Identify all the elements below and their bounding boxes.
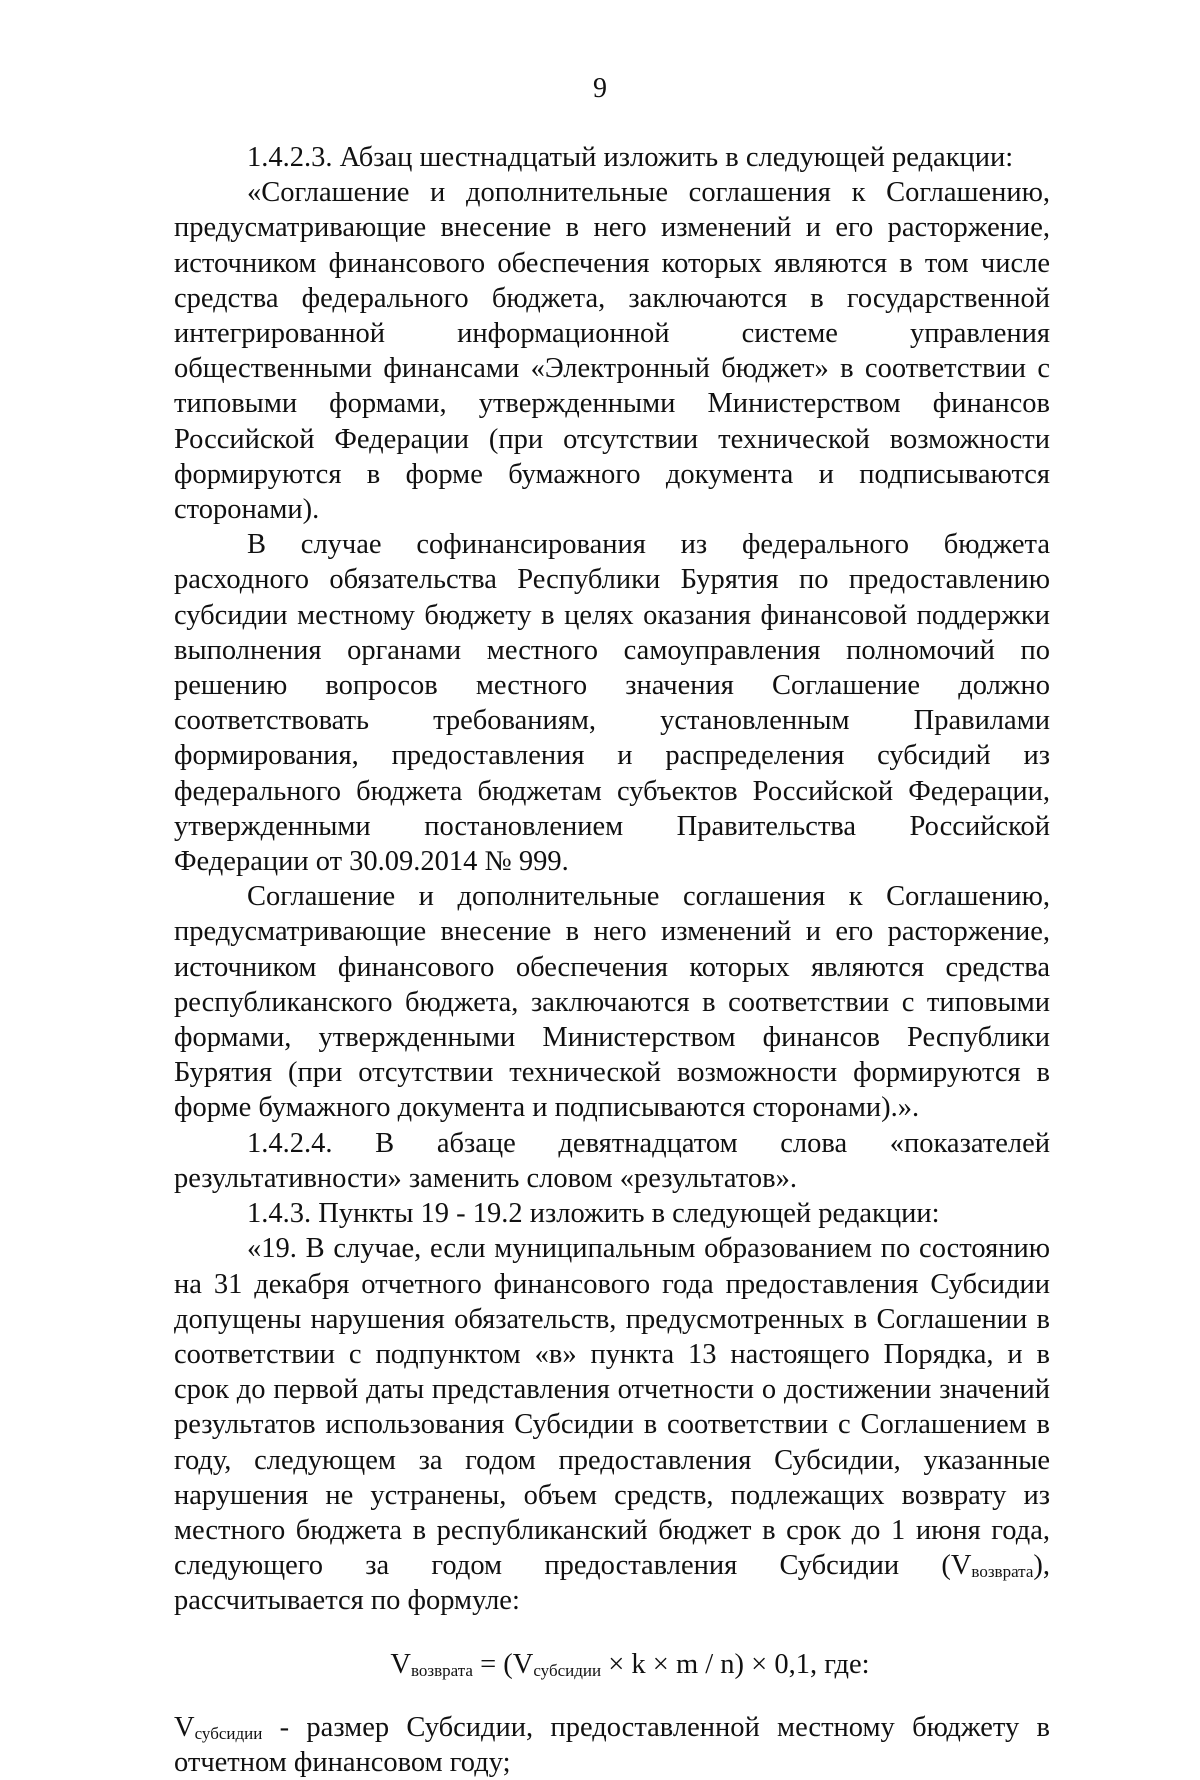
formula-sub-return: возврата: [410, 1660, 473, 1680]
definition-v: V: [174, 1711, 195, 1743]
formula-rest: × k × m / n) × 0,1, где:: [601, 1648, 870, 1680]
paragraph-cofinancing: В случае софинансирования из федерального бюджета расходного обязательства Республики Бурятия по предоставлению субсидии местному бюджету в целях оказания финансовой поддержки выполнения органами местного самоуправления полномочий по решению вопросов местного значения Соглашение должно соответствовать требованиям, установленным Правилами формирования, предоставления и распределения субсидий из федерального бюджета бюджетам субъектов Российской Федерации, утвержденными постановлением Правительства Российской Федерации от 30.09.2014 № 999.: [174, 529, 1050, 878]
formula-v-return: V: [390, 1648, 411, 1680]
definition-sub: субсидии: [194, 1723, 263, 1743]
point-19-subscript: возврата: [971, 1562, 1034, 1582]
paragraph-1-4-2-4: 1.4.2.4. В абзаце девятнадцатом слова «показателей результативности» заменить словом «результатов».: [174, 1127, 1050, 1194]
paragraph-point-19: [174, 1231, 1050, 1618]
definition-text: - размер Субсидии, предоставленной местному бюджету в отчетном финансовом году;: [174, 1711, 1050, 1778]
paragraph-agreement-federal: «Соглашение и дополнительные соглашения к Соглашению, предусматривающие внесение в него изменений и его расторжение, источником финансового обеспечения которых являются в том числе средства федерального бюджета, заключаются в государственной интегрированной информационной системе управления общественными финансами «Электронный бюджет» в соответствии с типовыми формами, утвержденными Министерством финансов Российской Федерации (при отсутствии технической возможности формируются в форме бумажного документа и подписываются сторонами).: [174, 177, 1050, 526]
formula-sub-subsidy: субсидии: [533, 1660, 602, 1680]
paragraph-agreement-republican: Соглашение и дополнительные соглашения к Соглашению, предусматривающие внесение в него изменений и его расторжение, источником финансового обеспечения которых являются средства республиканского бюджета, заключаются в соответствии с типовыми формами, утвержденными Министерством финансов Республики Бурятия (при отсутствии технической возможности формируются в форме бумажного документа и подписываются сторонами).».: [174, 881, 1050, 1124]
point-19-text: «19. В случае, если муниципальным образованием по состоянию на 31 декабря отчетного финансового года предоставления Субсидии допущены нарушения обязательств, предусмотренных в Соглашении в соответствии с подпунктом «в» пункта 13 настоящего Порядка, и в срок до первой даты представления отчетности о достижении значений результатов использования Субсидии в соответствии с Соглашением в году, следующем за годом предоставления Субсидии, указанные нарушения не устранены, объем средств, подлежащих возврату из местного бюджета в республиканский бюджет в срок до 1 июня года, следующего за годом предоставления Субсидии (V: [174, 1233, 1050, 1582]
formula: [174, 1647, 1050, 1682]
paragraph-1-4-3: 1.4.3. Пункты 19 - 19.2 изложить в следующей редакции:: [247, 1198, 940, 1230]
paragraph-definition-v-subsidy: [174, 1710, 1050, 1780]
paragraph-1-4-2-3-heading: 1.4.2.3. Абзац шестнадцатый изложить в следующей редакции:: [247, 142, 1014, 173]
formula-equals: = (V: [472, 1648, 534, 1680]
document-body: [174, 140, 1050, 1780]
point-19-text-end: ), рассчитывается по формуле:: [174, 1550, 1050, 1617]
page-number: 9: [593, 73, 607, 104]
